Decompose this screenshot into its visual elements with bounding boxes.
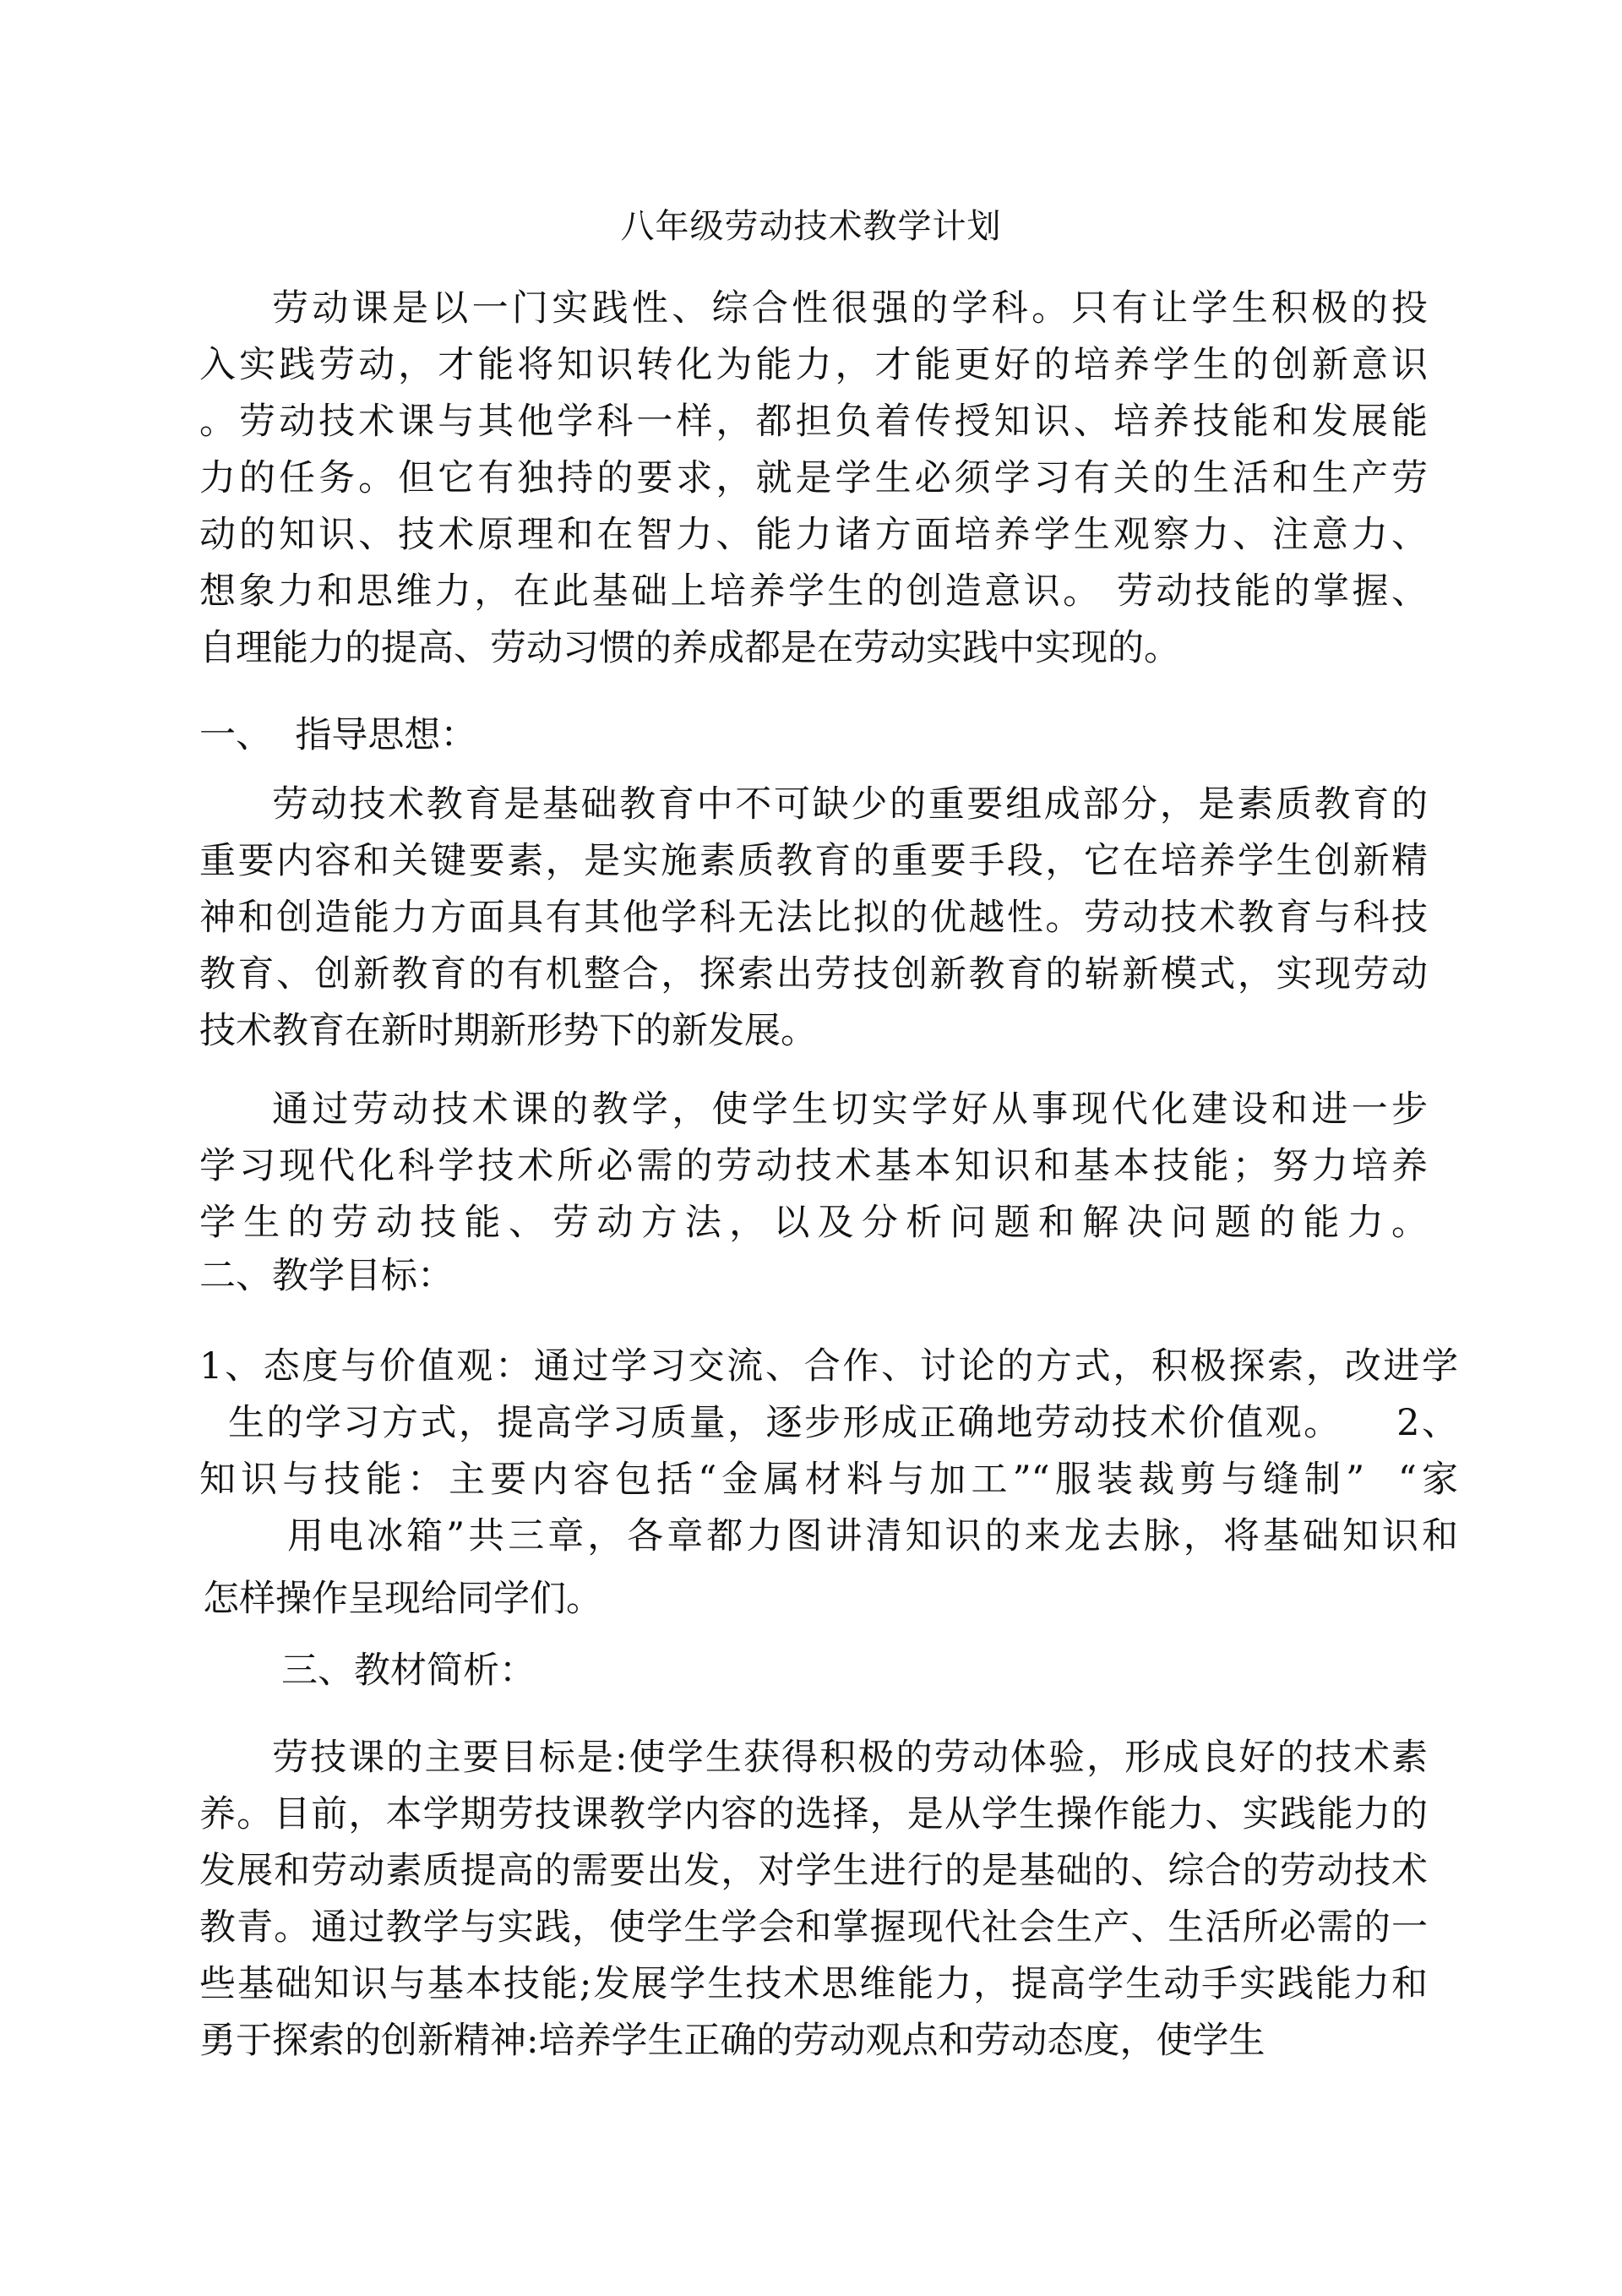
section2-line-2: 生的学习方式，提高学习质量，逐步形成正确地劳动技术价值观。 2、 — [228, 1402, 1458, 1444]
section2-line-3: 知识与技能：主要内容包括“金属材料与加工”“服装裁剪与缝制” “家 — [199, 1459, 1458, 1501]
section3-line-4: 教青。通过教学与实践，使学生学会和掌握现代社会生产、生活所必需的一 — [199, 1906, 1428, 1949]
section3-line-2: 养。目前，本学期劳技课教学内容的选择，是从学生操作能力、实践能力的 — [199, 1793, 1428, 1835]
section2-line-5: 怎样操作呈现给同学们。 — [203, 1578, 602, 1620]
section1-para1-line-4: 教育、创新教育的有机整合，探索出劳技创新教育的崭新模式，实现劳动 — [199, 953, 1428, 995]
section2-heading: 二、教学目标： — [199, 1255, 454, 1297]
section1-para2-line-1: 通过劳动技术课的教学，使学生切实学好从事现代化建设和进一步 — [272, 1088, 1428, 1131]
intro-line-5: 动的知识、技术原理和在智力、能力诸方面培养学生观察力、注意力、 — [199, 514, 1428, 556]
section1-para2-line-3: 学生的劳动技能、劳动方法，以及分析问题和解决问题的能力。 — [199, 1202, 1428, 1244]
section1-para1-line-1: 劳动技术教育是基础教育中不可缺少的重要组成部分，是素质教育的 — [272, 783, 1428, 826]
intro-line-6: 想象力和思维力，在此基础上培养学生的创造意识。 劳动技能的掌握、 — [199, 570, 1428, 613]
section2-line-4: 用电冰箱”共三章，各章都力图讲清知识的来龙去脉，将基础知识和 — [287, 1515, 1458, 1557]
section3-heading: 三、教材简析： — [281, 1650, 536, 1692]
section2-line-1: 1、态度与价值观：通过学习交流、合作、讨论的方式，积极探索，改进学 — [199, 1345, 1458, 1388]
section1-para2-line-2: 学习现代化科学技术所必需的劳动技术基本知识和基本技能；努力培养 — [199, 1145, 1428, 1187]
intro-line-7: 自理能力的提高、劳动习惯的养成都是在劳动实践中实现的。 — [199, 627, 1180, 669]
section3-line-6: 勇于探索的创新精神:培养学生正确的劳动观点和劳动态度，使学生 — [199, 2020, 1265, 2062]
intro-line-2: 入实践劳动，才能将知识转化为能力，才能更好的培养学生的创新意识 — [199, 344, 1428, 386]
section1-para1-line-3: 神和创造能力方面具有其他学科无法比拟的优越性。劳动技术教育与科技 — [199, 897, 1428, 939]
section3-line-3: 发展和劳动素质提高的需要出发，对学生进行的是基础的、综合的劳动技术 — [199, 1850, 1428, 1892]
intro-line-4: 力的任务。但它有独持的要求，就是学生必须学习有关的生活和生产劳 — [199, 457, 1428, 499]
intro-line-1: 劳动课是以一门实践性、综合性很强的学科。只有让学生积极的投 — [272, 287, 1428, 330]
section1-para1-line-2: 重要内容和关键要素，是实施素质教育的重要手段，它在培养学生创新精 — [199, 840, 1428, 882]
section1-heading: 一、 指导思想： — [199, 714, 477, 756]
document-title: 八年级劳动技术教学计划 — [620, 207, 1002, 246]
section3-line-1: 劳技课的主要目标是:使学生获得积极的劳动体验，形成良好的技术素 — [272, 1737, 1428, 1779]
intro-line-3: 。劳动技术课与其他学科一样，都担负着传授知识、培养技能和发展能 — [199, 401, 1428, 443]
section3-line-5: 些基础知识与基本技能;发展学生技术思维能力，提高学生动手实践能力和 — [199, 1963, 1428, 2005]
section1-para1-line-5: 技术教育在新时期新形势下的新发展。 — [199, 1010, 817, 1052]
